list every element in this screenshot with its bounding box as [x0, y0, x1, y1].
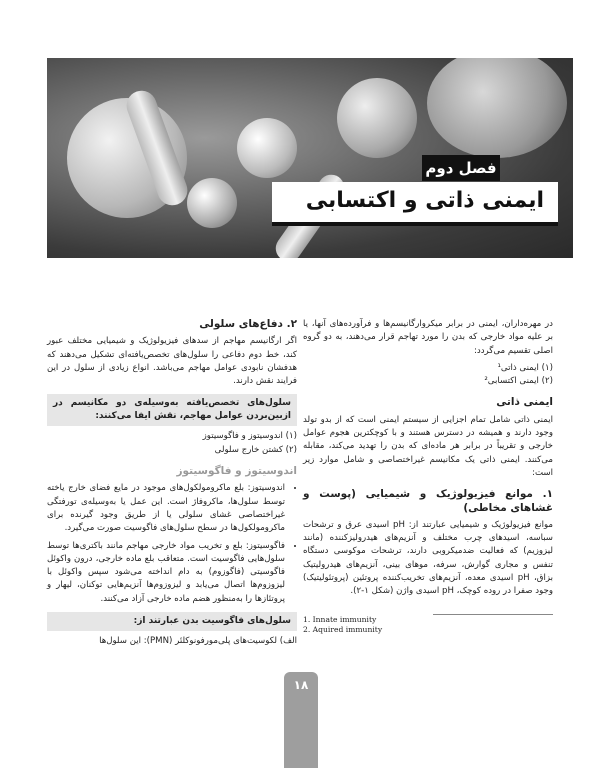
- paragraph: موانع فیزیولوژیک و شیمیایی عبارتند از: pH اسیدی عرق و ترشحات سباسه، اسیدهای چرب مختلف و آنزیم‌های هیدرولیزکننده (مانند لیزوزیم) که فعالیت ضدمیکروبی دارند، ترشحات موکوسی دستگاه تنفس و مجاری گوارش، سرفه، موهای بینی، آنزیم‌های هیدرولیتیک بزاق، pH اسیدی معده، آنزیم‌های تخریب‌کننده پروتئین (پروتئولیتیک) وجود صفرا در روده کوچک، pH اسیدی واژن (شکل ۱-۲).: [303, 519, 554, 597]
- cell-illustration: [187, 178, 237, 228]
- section-heading: ۱. موانع فیزیولوژیک و شیمیایی (پوست و غشاهای مخاطی): [303, 488, 553, 514]
- cell-illustration: [237, 118, 297, 178]
- cell-illustration: [427, 58, 567, 158]
- intro-paragraph: در مهره‌داران، ایمنی در برابر میکروارگانیسم‌ها و فرآورده‌های آنها، یا بر علیه مواد خارجی که بدن را مورد تهاجم قرار می‌دهند، به دو گروه اصلی تقسیم می‌گردد:: [303, 319, 553, 356]
- chapter-title-box: [272, 182, 558, 226]
- highlight-box: سلول‌های فاگوسیت بدن عبارتند از:: [47, 612, 297, 631]
- subsection-heading: اندوسیتوز و فاگوسیتوز: [176, 465, 297, 478]
- left-column: [47, 318, 297, 652]
- page-number: ۱۸: [293, 678, 309, 692]
- section-heading: ۲. دفاع‌های سلولی: [199, 318, 297, 330]
- bullet-item: • اندوسیتوز: بلع ماکرومولکول‌های موجود در مایع فضای خارج یاخته توسط سلول‌ها، ماکروفاژ است. این عمل یا به‌وسیله‌ی تورفتگی غیراختصاصی غشای سلولی یا از طریق وجود گیرنده برای ماکرومولکول‌ها در سطح سلول‌های فاگوسیت صورت می‌گیرد.: [47, 482, 285, 535]
- list-item: (۲) ایمنی اکتسابی²: [484, 376, 553, 387]
- right-column: [303, 318, 553, 635]
- chapter-label: فصل دوم: [422, 155, 500, 181]
- footnote: 1. Innate immunity: [303, 614, 377, 624]
- cell-illustration: [337, 78, 417, 158]
- footnote: 2. Aquired immunity: [303, 624, 383, 634]
- highlight-box: سلول‌های تخصص‌یافته به‌وسیله‌ی دو مکانیسم در از‌بین‌بردن عوامل مهاجم، نقش ایفا می‌کنند:: [47, 394, 297, 426]
- paragraph: اگر ارگانیسم مهاجم از سدهای فیزیولوژیک و شیمیایی مختلف عبور کند، خط دوم دفاعی را سلول‌های تخصص‌یافته‌ای تشکیل می‌دهند که هدفشان نابودی عوامل مهاجم می‌باشد. انواع زیادی از سلول در این فرایند نقش دارند.: [47, 336, 297, 387]
- list-item: (۱) ایمنی ذاتی¹: [497, 362, 553, 373]
- paragraph: ایمنی ذاتی شامل تمام اجزایی از سیستم ایمنی است که از بدو تولد وجود دارند و همیشه در دسترس هستند و با کوچکترین هجوم عوامل خارجی و تقریباً در برابر هر ماده‌ای که بدن را تهدید می‌کند، مقابله می‌کنند. ایمنی ذاتی یک مکانیسم غیراختصاصی و شامل موارد زیر است:: [303, 414, 553, 478]
- bullet-item: • فاگوسیتوز: بلع و تخریب مواد خارجی مهاجم مانند باکتری‌ها توسط سلول‌هایی فاگوسیت است. متعاقب بلع ماده خارجی، درون واکوئل فاگوسیتی (فاگوزوم) به دام انداخته می‌شود سپس واکوئل با لیزوزوم‌ها اتصال می‌یابد و لیزوزوم‌ها آنزیم‌هایی توکنان، لیهار و پروتئازها را به‌منظور هضم ماده خارجی آزاد می‌کنند.: [47, 540, 285, 606]
- chapter-title: ایمنی ذاتی و اکتسابی: [305, 188, 544, 213]
- bullet-list: [47, 482, 297, 606]
- list-item: (۲) کشتن خارج سلولی: [214, 444, 297, 455]
- page-number-tab: [284, 672, 318, 768]
- paragraph: الف) لکوسیت‌های پلی‌مورفونوکلئر (PMN): این سلول‌ها: [99, 636, 297, 647]
- list-item: (۱) اندوسیتوز و فاگوسیتوز: [202, 431, 297, 442]
- section-heading: ایمنی ذاتی: [496, 396, 553, 409]
